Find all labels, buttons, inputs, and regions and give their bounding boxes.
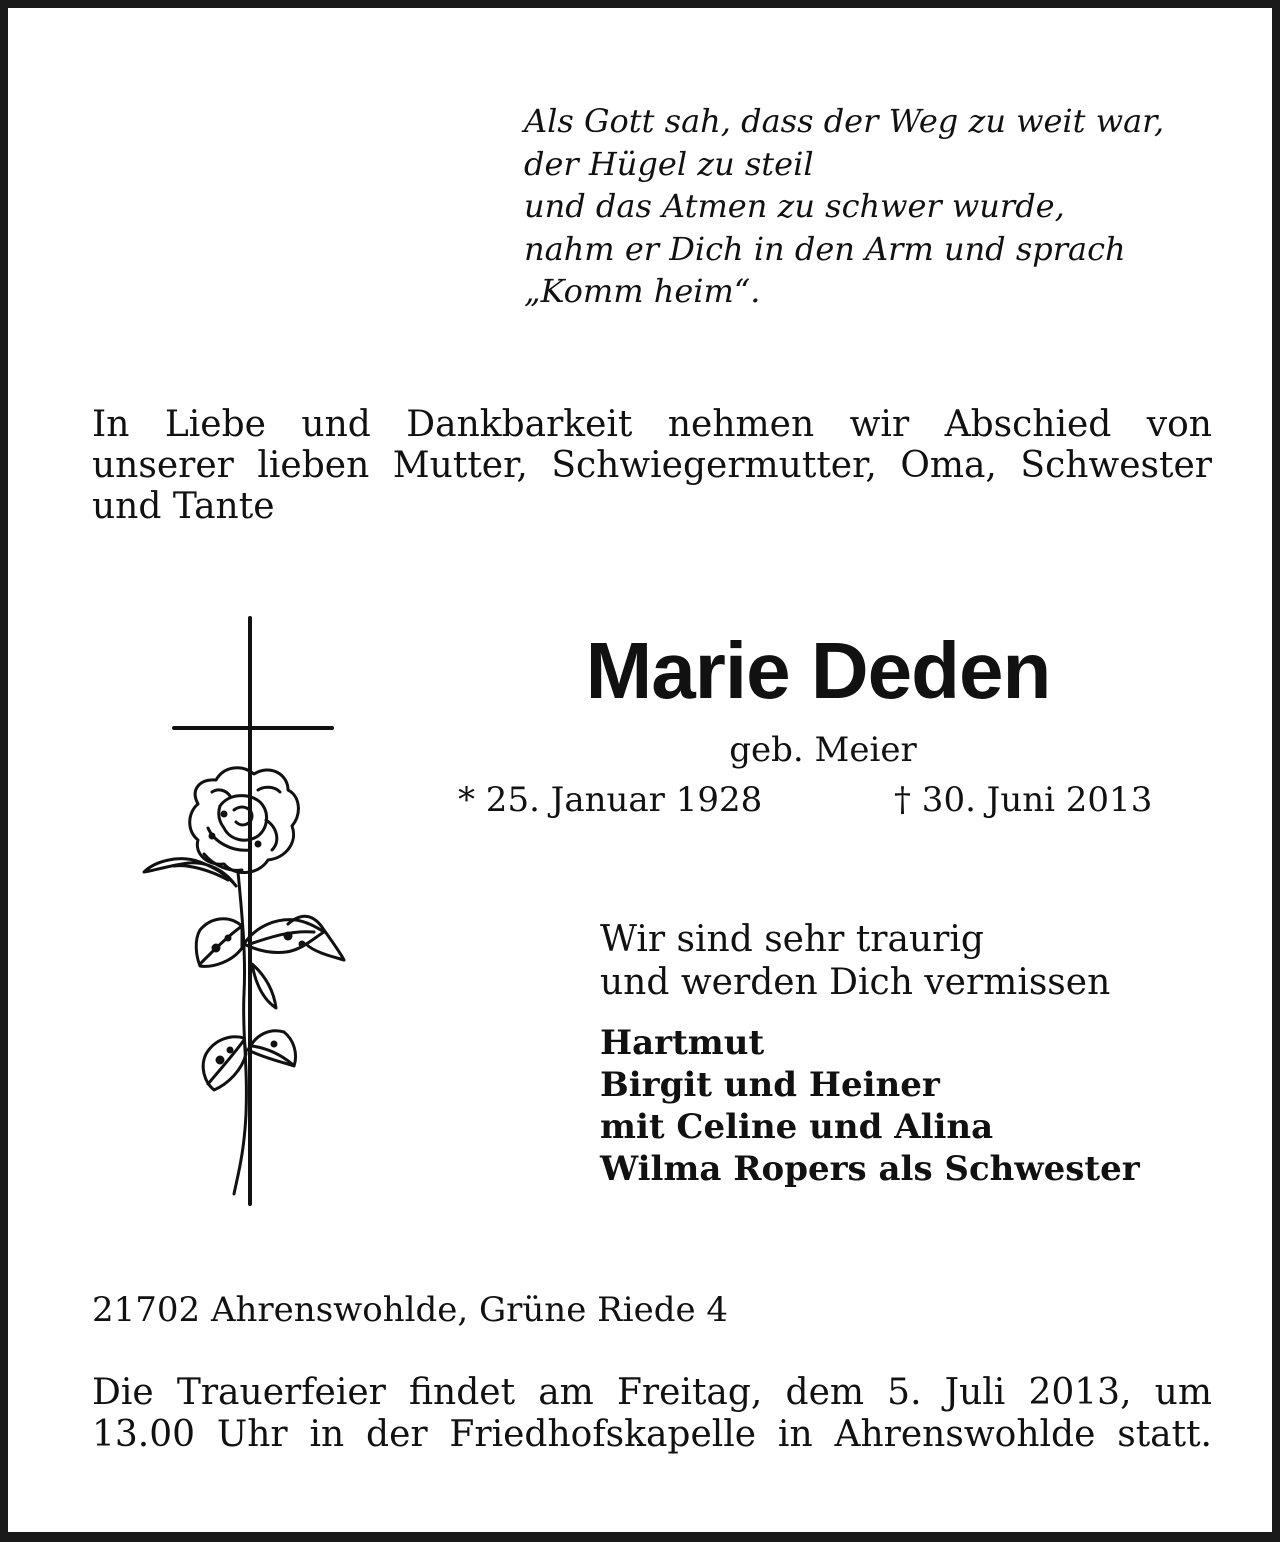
poem-line: der Hügel zu steil <box>524 144 814 183</box>
mourning-line: und werden Dich vermissen <box>600 962 1111 1003</box>
mourning-text <box>600 918 1110 1004</box>
funeral-info <box>92 1372 1212 1456</box>
death-date: † 30. Juni 2013 <box>894 780 1153 820</box>
poem-line: Als Gott sah, dass der Weg zu weit war, <box>524 102 1165 140</box>
family-line: Birgit und Heiner <box>600 1065 940 1105</box>
address: 21702 Ahrenswohlde, Grüne Riede 4 <box>92 1290 729 1330</box>
maiden-name: geb. Meier <box>729 730 917 770</box>
intro-line: In Liebe und Dankbarkeit nehmen wir Abschied von <box>92 404 1212 445</box>
poem-line: „Komm heim“. <box>524 272 761 310</box>
poem <box>524 100 1244 313</box>
family-line: Hartmut <box>600 1023 765 1063</box>
family-line: mit Celine und Alina <box>600 1107 994 1147</box>
funeral-line: 13.00 Uhr in der Friedhofskapelle in Ahrenswohlde statt. <box>92 1414 1212 1455</box>
cross-with-rose-icon <box>138 614 348 1210</box>
poem-line: und das Atmen zu schwer wurde, <box>524 187 1065 225</box>
funeral-line: Die Trauerfeier findet am Freitag, dem 5. Juli 2013, um <box>92 1372 1212 1413</box>
family-line: Wilma Ropers als Schwester <box>600 1149 1140 1189</box>
poem-line: nahm er Dich in den Arm und sprach <box>524 229 1126 268</box>
intro-line: und Tante <box>92 486 275 527</box>
family-signatures <box>600 1022 1140 1190</box>
mourning-line: Wir sind sehr traurig <box>600 919 984 960</box>
intro-line: unserer lieben Mutter, Schwiegermutter, Oma, Schwester <box>92 445 1212 486</box>
deceased-name: Marie Deden <box>585 626 1051 715</box>
farewell-intro <box>92 404 1212 527</box>
birth-date: * 25. Januar 1928 <box>458 780 763 820</box>
